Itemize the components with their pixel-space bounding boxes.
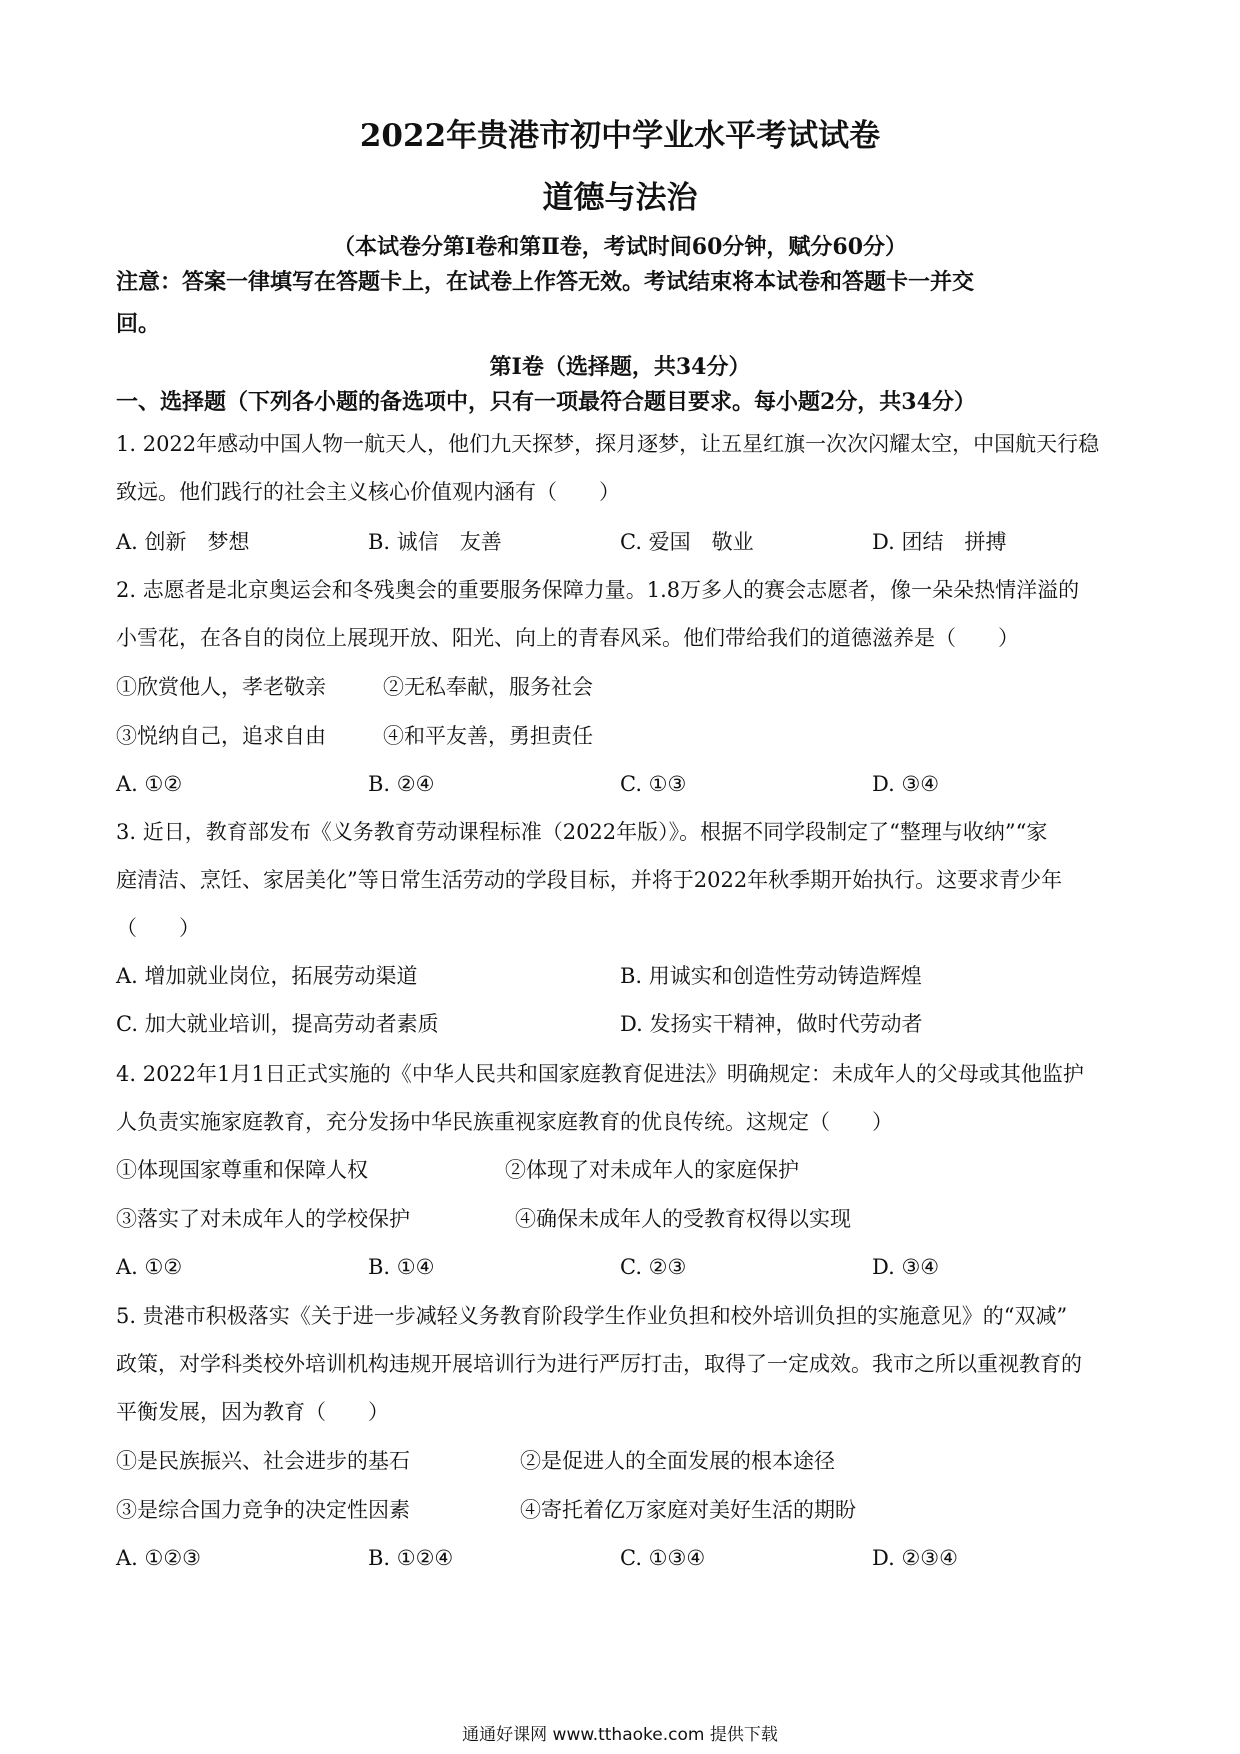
question-5-line-2: 政策，对学科类校外培训机构违规开展培训行为进行严厉打击，取得了一定成效。我市之所以重视教育的 — [116, 1352, 1082, 1376]
question-4-item-1: ①体现国家尊重和保障人权 — [116, 1158, 368, 1182]
question-2-option-d: D. ③④ — [872, 772, 940, 796]
question-2-item-2: ②无私奉献，服务社会 — [383, 675, 593, 699]
question-1-option-c: C. 爱国 敬业 — [620, 530, 754, 554]
subject-title: 道德与法治 — [542, 180, 698, 216]
question-5-option-a: A. ①②③ — [116, 1546, 201, 1570]
question-2-item-1: ①欣赏他人，孝老敬亲 — [116, 675, 326, 699]
question-4-option-d: D. ③④ — [872, 1255, 940, 1279]
exam-title: 2022年贵港市初中学业水平考试试卷 — [359, 118, 881, 154]
question-5-item-4: ④寄托着亿万家庭对美好生活的期盼 — [520, 1498, 856, 1522]
question-5-option-b: B. ①②④ — [368, 1546, 454, 1570]
question-1-option-a: A. 创新 梦想 — [116, 530, 250, 554]
footer-watermark: 通通好课网 www.tthaoke.com 提供下载 — [462, 1725, 778, 1745]
question-2-item-3: ③悦纳自己，追求自由 — [116, 724, 326, 748]
question-5-option-d: D. ②③④ — [872, 1546, 958, 1570]
question-5-option-c: C. ①③④ — [620, 1546, 706, 1570]
question-4-item-4: ④确保未成年人的受教育权得以实现 — [515, 1207, 851, 1231]
question-4-option-a: A. ①② — [116, 1255, 183, 1279]
question-3-option-c: C. 加大就业培训，提高劳动者素质 — [116, 1012, 439, 1036]
question-1-line-1: 1. 2022年感动中国人物一航天人，他们九天探梦，探月逐梦，让五星红旗一次次闪耀太空，中国航天行稳 — [116, 432, 1100, 456]
notice-line-1: 注意：答案一律填写在答题卡上，在试卷上作答无效。考试结束将本试卷和答题卡一并交 — [116, 269, 975, 295]
question-5-item-2: ②是促进人的全面发展的根本途径 — [520, 1449, 835, 1473]
question-2-option-a: A. ①② — [116, 772, 183, 796]
notice-line-2: 回。 — [116, 311, 161, 337]
question-4-line-2: 人负责实施家庭教育，充分发扬中华民族重视家庭教育的优良传统。这规定（ ） — [116, 1110, 893, 1134]
question-2-item-4: ④和平友善，勇担责任 — [383, 724, 593, 748]
question-5-item-1: ①是民族振兴、社会进步的基石 — [116, 1449, 410, 1473]
question-5-line-3: 平衡发展，因为教育（ ） — [116, 1400, 389, 1424]
question-4-item-2: ②体现了对未成年人的家庭保护 — [505, 1158, 799, 1182]
question-2-line-1: 2. 志愿者是北京奥运会和冬残奥会的重要服务保障力量。1.8万多人的赛会志愿者，像一朵朵热情洋溢的 — [116, 578, 1080, 602]
part-title: 第Ⅰ卷（选择题，共34分） — [489, 354, 751, 380]
question-4-item-3: ③落实了对未成年人的学校保护 — [116, 1207, 410, 1231]
question-3-line-2: 庭清洁、烹饪、家居美化”等日常生活劳动的学段目标，并将于2022年秋季期开始执行。这要求青少年 — [116, 868, 1063, 892]
question-3-option-d: D. 发扬实干精神，做时代劳动者 — [620, 1012, 923, 1036]
question-3-option-b: B. 用诚实和创造性劳动铸造辉煌 — [620, 964, 922, 988]
question-5-item-3: ③是综合国力竞争的决定性因素 — [116, 1498, 410, 1522]
question-3-line-1: 3. 近日，教育部发布《义务教育劳动课程标准（2022年版）》。根据不同学段制定了“整理与收纳”“家 — [116, 820, 1048, 844]
question-1-option-b: B. 诚信 友善 — [368, 530, 502, 554]
question-3-line-3: （ ） — [116, 916, 200, 940]
question-3-option-a: A. 增加就业岗位，拓展劳动渠道 — [116, 964, 418, 988]
question-4-line-1: 4. 2022年1月1日正式实施的《中华人民共和国家庭教育促进法》明确规定：未成年人的父母或其他监护 — [116, 1062, 1084, 1086]
question-5-line-1: 5. 贵港市积极落实《关于进一步减轻义务教育阶段学生作业负担和校外培训负担的实施意见》的“双减” — [116, 1304, 1068, 1328]
question-1-line-2: 致远。他们践行的社会主义核心价值观内涵有（ ） — [116, 480, 620, 504]
section-instructions: 一、选择题（下列各小题的备选项中，只有一项最符合题目要求。每小题2分，共34分） — [116, 389, 976, 415]
question-1-option-d: D. 团结 拼搏 — [872, 530, 1007, 554]
exam-info: （本试卷分第Ⅰ卷和第Ⅱ卷，考试时间60分钟，赋分60分） — [332, 234, 908, 260]
question-4-option-c: C. ②③ — [620, 1255, 687, 1279]
question-2-option-c: C. ①③ — [620, 772, 687, 796]
question-2-option-b: B. ②④ — [368, 772, 435, 796]
question-4-option-b: B. ①④ — [368, 1255, 435, 1279]
question-2-line-2: 小雪花，在各自的岗位上展现开放、阳光、向上的青春风采。他们带给我们的道德滋养是（ ） — [116, 626, 1019, 650]
